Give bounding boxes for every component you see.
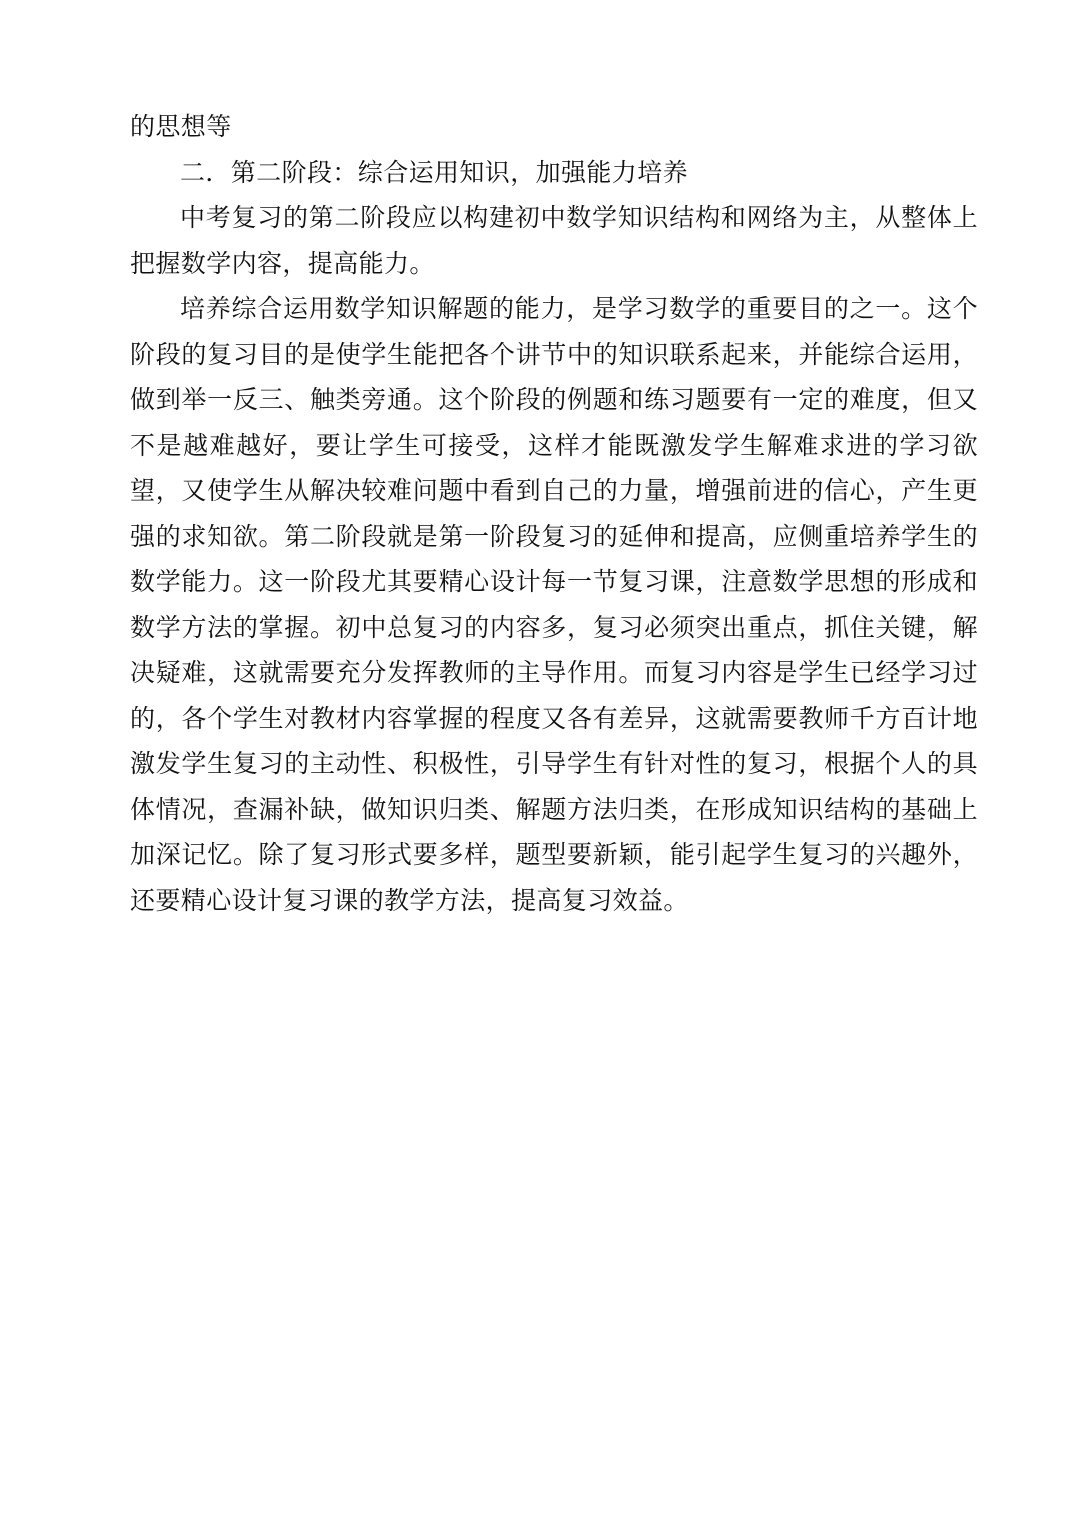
document-page	[130, 104, 978, 923]
paragraph-intro: 中考复习的第二阶段应以构建初中数学知识结构和网络为主，从整体上把握数学内容，提高能力。	[130, 203, 978, 278]
paragraph-body: 培养综合运用数学知识解题的能力，是学习数学的重要目的之一。这个阶段的复习目的是使学生能把各个讲节中的知识联系起来，并能综合运用，做到举一反三、触类旁通。这个阶段的例题和练习题要有一定的难度，但又不是越难越好，要让学生可接受，这样才能既激发学生解难求进的学习欲望，又使学生从解决较难问题中看到自己的力量，增强前进的信心，产生更强的求知欲。第二阶段就是第一阶段复习的延伸和提高，应侧重培养学生的数学能力。这一阶段尤其要精心设计每一节复习课，注意数学思想的形成和数学方法的掌握。初中总复习的内容多，复习必须突出重点，抓住关键，解决疑难，这就需要充分发挥教师的主导作用。而复习内容是学生已经学习过的，各个学生对教材内容掌握的程度又各有差异，这就需要教师千方百计地激发学生复习的主动性、积极性，引导学生有针对性的复习，根据个人的具体情况，查漏补缺，做知识归类、解题方法归类，在形成知识结构的基础上加深记忆。除了复习形式要多样，题型要新颖，能引起学生复习的兴趣外，还要精心设计复习课的教学方法，提高复习效益。	[130, 294, 978, 915]
section-heading: 二．第二阶段：综合运用知识，加强能力培养	[180, 157, 689, 187]
paragraph-continuation: 的思想等	[130, 112, 232, 141]
